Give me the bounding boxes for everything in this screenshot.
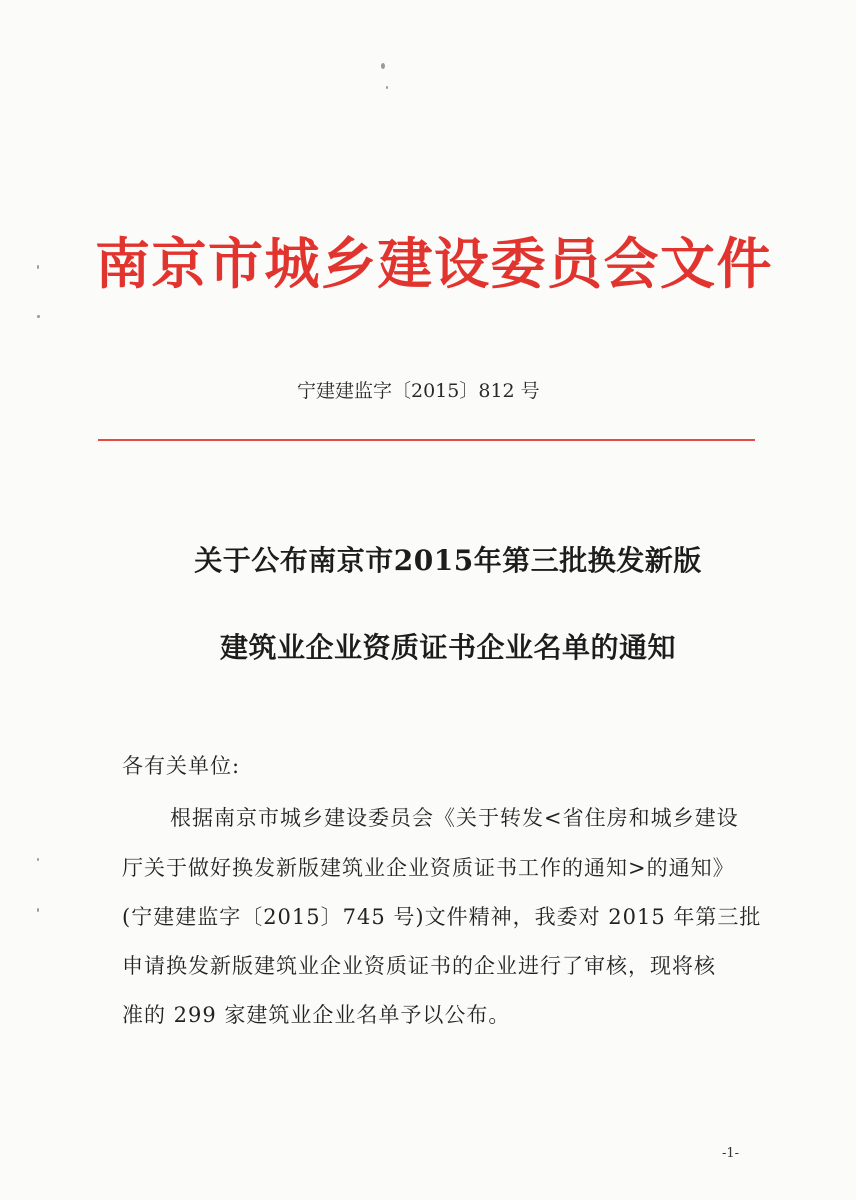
body-paragraph-line: 厅关于做好换发新版建筑业企业资质证书工作的通知>的通知》 (122, 856, 735, 880)
scan-speck (37, 315, 40, 318)
scan-speck (37, 858, 39, 861)
scan-speck (381, 63, 385, 69)
scan-speck (386, 86, 388, 89)
body-paragraph-line: 申请换发新版建筑业企业资质证书的企业进行了审核，现将核 (122, 954, 716, 978)
body-paragraph-line: 准的 299 家建筑业企业名单予以公布。 (122, 1003, 511, 1027)
salutation: 各有关单位: (122, 754, 241, 778)
notice-title-line-2: 建筑业企业资质证书企业名单的通知 (219, 631, 676, 664)
scan-speck (37, 908, 39, 912)
body-paragraph-line: (宁建建监字〔2015〕745 号)文件精神，我委对 2015 年第三批 (122, 905, 762, 929)
document-number: 宁建建监字〔2015〕812 号 (297, 380, 540, 402)
notice-title-line-1: 关于公布南京市2015年第三批换发新版 (194, 544, 702, 577)
header-divider (98, 439, 755, 441)
body-paragraph-line: 根据南京市城乡建设委员会《关于转发<省住房和城乡建设 (170, 806, 739, 830)
page-number: -1- (722, 1146, 740, 1161)
scan-speck (37, 265, 39, 269)
issuer-header-title: 南京市城乡建设委员会文件 (95, 231, 774, 296)
